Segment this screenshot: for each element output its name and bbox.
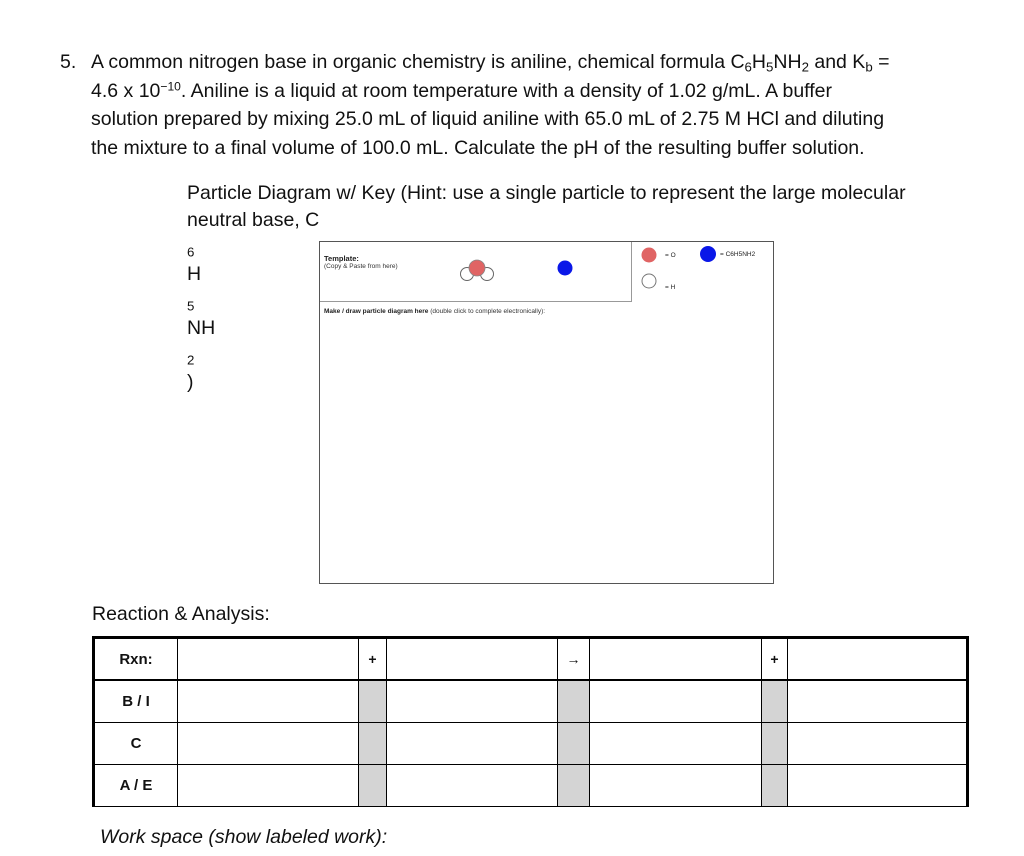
- plus-operator: +: [359, 638, 387, 681]
- cell-input[interactable]: [590, 723, 762, 765]
- question-text: [91, 48, 971, 162]
- row-label-ae: A / E: [94, 765, 178, 807]
- particle-key: [632, 242, 773, 302]
- gray-spacer: [762, 765, 788, 807]
- cell-input[interactable]: [788, 680, 968, 723]
- ice-table: [92, 636, 969, 807]
- cell-input[interactable]: [178, 765, 359, 807]
- template-title: Template:: [324, 254, 359, 263]
- gray-spacer: [762, 680, 788, 723]
- cell-input[interactable]: [387, 765, 558, 807]
- question-line-1: A common nitrogen base in organic chemistry is aniline, chemical formula $C_6H_5NH_2$ and $K_b$ =: [91, 51, 890, 75]
- cell-input[interactable]: [387, 680, 558, 723]
- work-space-label: Work space (show labeled work):: [100, 826, 388, 848]
- gray-spacer: [762, 723, 788, 765]
- table-row-rxn: [94, 638, 968, 681]
- hydrogen-key-icon: [642, 274, 656, 288]
- cell-input[interactable]: [387, 638, 558, 681]
- cell-input[interactable]: [178, 723, 359, 765]
- base-particle-template[interactable]: [558, 261, 573, 276]
- question-line-2: 4.6 x $10^{-10}$. Aniline is a liquid at room temperature with a density of 1.02 g/mL. A buffer: [91, 78, 832, 102]
- question-number: 5.: [60, 51, 77, 73]
- question-line-3: solution prepared by mixing 25.0 mL of liquid aniline with 65.0 mL of 2.75 M HCl and diluting: [91, 108, 885, 130]
- gray-spacer: [359, 723, 387, 765]
- gray-spacer: [558, 765, 590, 807]
- hydrogen-key-label: = H: [665, 284, 676, 291]
- question-line-4: the mixture to a final volume of 100.0 mL. Calculate the pH of the resulting buffer solution.: [91, 136, 865, 159]
- gray-spacer: [558, 723, 590, 765]
- cell-input[interactable]: [387, 723, 558, 765]
- gray-spacer: [359, 765, 387, 807]
- template-particles: [320, 242, 632, 302]
- arrow-operator: →: [558, 638, 590, 681]
- base-key-icon: [700, 246, 716, 262]
- reaction-analysis-label: Reaction & Analysis:: [92, 603, 270, 625]
- cell-input[interactable]: [590, 680, 762, 723]
- cell-input[interactable]: [788, 638, 968, 681]
- water-molecule-template[interactable]: [461, 260, 494, 281]
- cell-input[interactable]: [590, 765, 762, 807]
- particle-diagram-box[interactable]: [319, 241, 774, 584]
- draw-area-label: Make / draw particle diagram here (double click to complete electronically):: [324, 308, 546, 315]
- table-row-c: [94, 723, 968, 765]
- row-label-bi: B / I: [94, 680, 178, 723]
- oxygen-key-label: = O: [665, 252, 676, 259]
- template-area: [320, 242, 632, 302]
- gray-spacer: [558, 680, 590, 723]
- template-subtitle: (Copy & Paste from here): [324, 263, 398, 270]
- base-key-label: = C6H5NH2: [720, 251, 756, 258]
- cell-input[interactable]: [590, 638, 762, 681]
- row-label-c: C: [94, 723, 178, 765]
- particle-diagram-heading: Particle Diagram w/ Key (Hint: use a single particle to represent the large molecular neutral base, C $_6$ H $_5$ NH $_2$ ): [187, 182, 906, 393]
- plus-operator: +: [762, 638, 788, 681]
- cell-input[interactable]: [178, 680, 359, 723]
- oxygen-key-icon: [642, 248, 657, 263]
- cell-input[interactable]: [178, 638, 359, 681]
- cell-input[interactable]: [788, 723, 968, 765]
- row-label-rxn: Rxn:: [94, 638, 178, 681]
- cell-input[interactable]: [788, 765, 968, 807]
- table-row-ae: [94, 765, 968, 807]
- table-row-bi: [94, 680, 968, 723]
- gray-spacer: [359, 680, 387, 723]
